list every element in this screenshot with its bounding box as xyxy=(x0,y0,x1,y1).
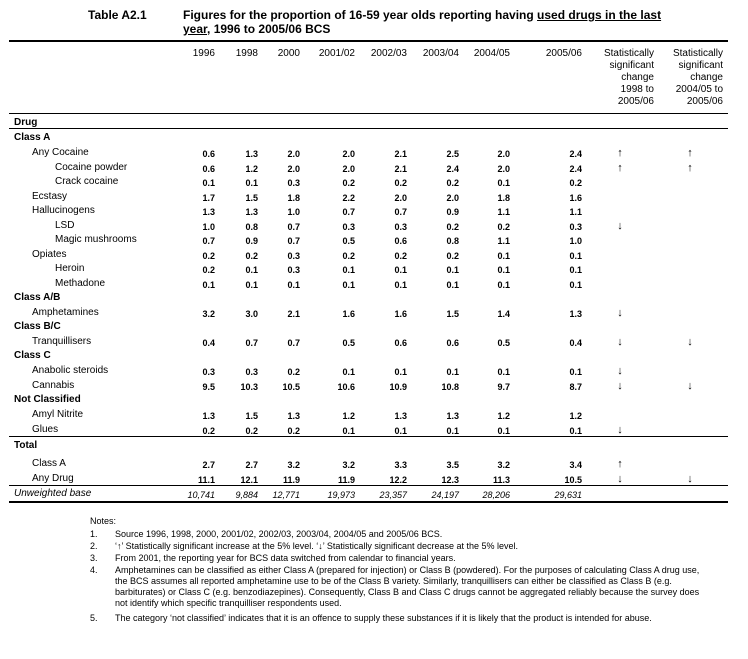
value-cell: 0.1 xyxy=(497,265,510,275)
row-label: Drug xyxy=(14,117,38,128)
value-cell: 0.4 xyxy=(202,338,215,348)
value-cell: 0.3 xyxy=(202,367,215,377)
value-cell: 0.7 xyxy=(287,236,300,246)
value-cell: 9,884 xyxy=(235,490,258,500)
value-cell: 0.1 xyxy=(394,280,407,290)
note-item xyxy=(90,541,710,552)
table-row xyxy=(0,146,748,160)
row-label: Glues xyxy=(32,424,59,435)
row-label: Total xyxy=(14,440,38,451)
value-cell: 1.4 xyxy=(497,309,510,319)
value-cell: 0.1 xyxy=(245,265,258,275)
row-label: Tranquillisers xyxy=(32,336,92,347)
value-cell: 0.2 xyxy=(446,222,459,232)
year-header: 2001/02 xyxy=(318,48,355,59)
value-cell: 0.5 xyxy=(497,338,510,348)
value-cell: 11.9 xyxy=(337,475,355,485)
arrow-down-icon: ↓ xyxy=(687,336,693,348)
value-cell: 9.5 xyxy=(202,382,215,392)
note-item xyxy=(90,529,710,540)
value-cell: 2.0 xyxy=(446,193,459,203)
arrow-down-icon: ↓ xyxy=(617,424,623,436)
value-cell: 0.6 xyxy=(394,338,407,348)
value-cell: 0.3 xyxy=(287,178,300,188)
value-cell: 0.1 xyxy=(394,426,407,436)
value-cell: 19,973 xyxy=(327,490,355,500)
value-cell: 0.1 xyxy=(342,426,355,436)
value-cell: 0.6 xyxy=(202,164,215,174)
note-item xyxy=(90,613,710,624)
value-cell: 1.3 xyxy=(287,411,300,421)
value-cell: 0.1 xyxy=(202,280,215,290)
value-cell: 0.1 xyxy=(446,426,459,436)
table-row xyxy=(0,423,748,437)
value-cell: 0.1 xyxy=(287,280,300,290)
row-label: Amphetamines xyxy=(32,307,99,318)
value-cell: 0.1 xyxy=(569,426,582,436)
value-cell: 0.3 xyxy=(394,222,407,232)
value-cell: 0.7 xyxy=(287,222,300,232)
value-cell: 0.3 xyxy=(245,367,258,377)
table-row xyxy=(0,161,748,175)
row-label: Any Drug xyxy=(32,473,74,484)
year-header: 1998 xyxy=(235,48,258,59)
value-cell: 1.0 xyxy=(569,236,582,246)
note-text: From 2001, the reporting year for BCS data switched from calendar to financial years. xyxy=(115,553,456,563)
arrow-up-icon: ↑ xyxy=(687,162,693,174)
value-cell: 1.3 xyxy=(446,411,459,421)
value-cell: 2.2 xyxy=(342,193,355,203)
value-cell: 0.2 xyxy=(446,178,459,188)
table-rule xyxy=(9,128,728,129)
value-cell: 0.1 xyxy=(342,280,355,290)
group-header-row xyxy=(0,439,748,453)
arrow-down-icon: ↓ xyxy=(617,365,623,377)
title-underlined: used drugs in the last year xyxy=(183,8,662,36)
table-row xyxy=(0,335,748,349)
stat-header-line: 2005/06 xyxy=(686,96,723,107)
value-cell: 2.0 xyxy=(342,164,355,174)
table-row xyxy=(0,262,748,276)
value-cell: 0.7 xyxy=(245,338,258,348)
value-cell: 1.2 xyxy=(497,411,510,421)
stat-header-line: significant xyxy=(678,60,723,71)
group-header-row xyxy=(0,393,748,407)
row-label: Anabolic steroids xyxy=(32,365,109,376)
row-label: LSD xyxy=(55,220,75,231)
value-cell: 12,771 xyxy=(272,490,300,500)
row-label: Crack cocaine xyxy=(55,176,119,187)
top-rule xyxy=(9,40,728,42)
value-cell: 2.1 xyxy=(394,164,407,174)
value-cell: 1.5 xyxy=(245,193,258,203)
value-cell: 1.3 xyxy=(202,207,215,217)
value-cell: 0.1 xyxy=(245,280,258,290)
value-cell: 2.4 xyxy=(569,149,582,159)
value-cell: 0.1 xyxy=(569,251,582,261)
value-cell: 0.1 xyxy=(569,265,582,275)
value-cell: 10.6 xyxy=(337,382,355,392)
value-cell: 0.2 xyxy=(394,178,407,188)
value-cell: 1.1 xyxy=(569,207,582,217)
row-label: Amyl Nitrite xyxy=(32,409,84,420)
stat-header-line: significant xyxy=(609,60,654,71)
value-cell: 10.5 xyxy=(564,475,582,485)
value-cell: 29,631 xyxy=(554,490,582,500)
value-cell: 2.4 xyxy=(569,164,582,174)
row-label: Methadone xyxy=(55,278,106,289)
note-number: 5. xyxy=(90,613,98,623)
value-cell: 23,357 xyxy=(379,490,407,500)
value-cell: 2.5 xyxy=(446,149,459,159)
row-label: Ecstasy xyxy=(32,191,68,202)
row-label: Class A xyxy=(32,458,66,469)
value-cell: 1.0 xyxy=(202,222,215,232)
table-row xyxy=(0,204,748,218)
value-cell: 10.5 xyxy=(282,382,300,392)
table-rule xyxy=(9,485,728,486)
value-cell: 1.7 xyxy=(202,193,215,203)
row-label: Not Classified xyxy=(14,394,81,405)
row-label: Class A xyxy=(14,132,51,143)
value-cell: 1.0 xyxy=(287,207,300,217)
table-label: Table A2.1 xyxy=(88,8,147,22)
stat-change-header xyxy=(653,48,723,108)
row-label: Magic mushrooms xyxy=(55,234,137,245)
year-header: 2005/06 xyxy=(545,48,582,59)
value-cell: 1.3 xyxy=(394,411,407,421)
value-cell: 12.2 xyxy=(389,475,407,485)
value-cell: 0.1 xyxy=(446,280,459,290)
value-cell: 0.1 xyxy=(446,367,459,377)
value-cell: 10,741 xyxy=(187,490,215,500)
value-cell: 0.5 xyxy=(342,236,355,246)
note-number: 3. xyxy=(90,553,98,563)
table-rule xyxy=(9,501,728,503)
value-cell: 3.2 xyxy=(497,460,510,470)
arrow-up-icon: ↑ xyxy=(617,162,623,174)
value-cell: 1.8 xyxy=(497,193,510,203)
value-cell: 28,206 xyxy=(482,490,510,500)
value-cell: 0.1 xyxy=(394,265,407,275)
note-number: 4. xyxy=(90,565,98,575)
value-cell: 10.8 xyxy=(441,382,459,392)
value-cell: 0.1 xyxy=(569,280,582,290)
note-text: Amphetamines can be classified as either Class A (prepared for injection) or Class B (powdered). For the purposes of calculating Class A drug use, the BCS assumes all reported amphetamine use to be of the Class B variety. Similarly, tranquillisers can either be classified as Class B (e.g. barbiturates) or Class C (e.g. benzodiazepines). Consequently, Class B and Class C drugs cannot be aggregated reliably because the survey does not identify which specific tranquilliser respondents used. xyxy=(115,565,700,608)
table-row xyxy=(0,457,748,471)
value-cell: 0.2 xyxy=(342,178,355,188)
value-cell: 1.3 xyxy=(569,309,582,319)
value-cell: 1.3 xyxy=(245,149,258,159)
value-cell: 0.7 xyxy=(287,338,300,348)
value-cell: 10.9 xyxy=(389,382,407,392)
value-cell: 0.1 xyxy=(394,367,407,377)
value-cell: 3.3 xyxy=(394,460,407,470)
table-row xyxy=(0,175,748,189)
value-cell: 0.2 xyxy=(245,426,258,436)
value-cell: 1.8 xyxy=(287,193,300,203)
table-row xyxy=(0,306,748,320)
value-cell: 12.3 xyxy=(441,475,459,485)
arrow-up-icon: ↑ xyxy=(687,147,693,159)
value-cell: 1.5 xyxy=(446,309,459,319)
group-header-row xyxy=(0,320,748,334)
table-row xyxy=(0,379,748,393)
value-cell: 3.2 xyxy=(287,460,300,470)
value-cell: 1.3 xyxy=(202,411,215,421)
value-cell: 3.0 xyxy=(245,309,258,319)
value-cell: 1.2 xyxy=(569,411,582,421)
value-cell: 0.2 xyxy=(202,265,215,275)
note-text: ‘↑’ Statistically significant increase at the 5% level. ‘↓’ Statistically significant decrease at the 5% level. xyxy=(115,541,519,551)
value-cell: 2.1 xyxy=(394,149,407,159)
row-label: Class A/B xyxy=(14,292,61,303)
value-cell: 0.2 xyxy=(287,367,300,377)
value-cell: 3.2 xyxy=(202,309,215,319)
row-label: Class B/C xyxy=(14,321,61,332)
value-cell: 0.2 xyxy=(202,251,215,261)
value-cell: 2.0 xyxy=(394,193,407,203)
value-cell: 0.2 xyxy=(245,251,258,261)
value-cell: 0.1 xyxy=(497,251,510,261)
note-text: Source 1996, 1998, 2000, 2001/02, 2002/03, 2003/04, 2004/05 and 2005/06 BCS. xyxy=(115,529,443,539)
year-header: 1996 xyxy=(192,48,215,59)
value-cell: 24,197 xyxy=(431,490,459,500)
arrow-up-icon: ↑ xyxy=(617,458,623,470)
value-cell: 1.5 xyxy=(245,411,258,421)
value-cell: 3.5 xyxy=(446,460,459,470)
value-cell: 0.2 xyxy=(569,178,582,188)
table-rule xyxy=(9,436,728,437)
value-cell: 0.1 xyxy=(497,367,510,377)
value-cell: 1.3 xyxy=(245,207,258,217)
value-cell: 2.0 xyxy=(497,164,510,174)
value-cell: 2.1 xyxy=(287,309,300,319)
group-header-row xyxy=(0,291,748,305)
arrow-down-icon: ↓ xyxy=(687,473,693,485)
header-rule xyxy=(9,113,728,114)
value-cell: 0.6 xyxy=(394,236,407,246)
value-cell: 0.1 xyxy=(497,426,510,436)
value-cell: 0.2 xyxy=(202,426,215,436)
value-cell: 2.4 xyxy=(446,164,459,174)
value-cell: 0.3 xyxy=(287,265,300,275)
row-label: Any Cocaine xyxy=(32,147,89,158)
stat-header-line: change xyxy=(690,72,723,83)
value-cell: 0.1 xyxy=(342,265,355,275)
arrow-down-icon: ↓ xyxy=(617,336,623,348)
value-cell: 0.1 xyxy=(497,178,510,188)
table-row xyxy=(0,277,748,291)
value-cell: 1.6 xyxy=(569,193,582,203)
value-cell: 2.7 xyxy=(202,460,215,470)
note-item xyxy=(90,553,710,564)
value-cell: 0.1 xyxy=(202,178,215,188)
notes-section xyxy=(90,516,710,624)
notes-title: Notes: xyxy=(90,516,117,526)
stat-header-line: 2004/05 to xyxy=(675,84,723,95)
year-header: 2003/04 xyxy=(422,48,459,59)
row-label: Cocaine powder xyxy=(55,162,128,173)
value-cell: 0.2 xyxy=(446,251,459,261)
year-header: 2004/05 xyxy=(473,48,510,59)
value-cell: 0.7 xyxy=(394,207,407,217)
value-cell: 1.1 xyxy=(497,236,510,246)
value-cell: 0.5 xyxy=(342,338,355,348)
table-title xyxy=(183,8,683,36)
value-cell: 3.2 xyxy=(342,460,355,470)
value-cell: 0.7 xyxy=(342,207,355,217)
row-label: Cannabis xyxy=(32,380,75,391)
value-cell: 0.6 xyxy=(202,149,215,159)
value-cell: 9.7 xyxy=(497,382,510,392)
value-cell: 2.0 xyxy=(287,164,300,174)
value-cell: 0.1 xyxy=(342,367,355,377)
value-cell: 1.1 xyxy=(497,207,510,217)
arrow-down-icon: ↓ xyxy=(617,307,623,319)
arrow-down-icon: ↓ xyxy=(617,473,623,485)
value-cell: 2.7 xyxy=(245,460,258,470)
table-row xyxy=(0,219,748,233)
table-row xyxy=(0,248,748,262)
stat-header-line: Statistically xyxy=(603,48,654,59)
stat-header-line: 1998 to xyxy=(620,84,654,95)
value-cell: 3.4 xyxy=(569,460,582,470)
year-header: 2002/03 xyxy=(370,48,407,59)
value-cell: 0.7 xyxy=(202,236,215,246)
arrow-down-icon: ↓ xyxy=(617,220,623,232)
note-item xyxy=(90,565,710,609)
value-cell: 1.6 xyxy=(342,309,355,319)
value-cell: 0.1 xyxy=(446,265,459,275)
arrow-up-icon: ↑ xyxy=(617,147,623,159)
table-row xyxy=(0,408,748,422)
value-cell: 2.0 xyxy=(287,149,300,159)
value-cell: 11.9 xyxy=(282,475,300,485)
value-cell: 2.0 xyxy=(342,149,355,159)
group-header-row xyxy=(0,131,748,145)
value-cell: 0.2 xyxy=(394,251,407,261)
value-cell: 0.6 xyxy=(446,338,459,348)
value-cell: 0.2 xyxy=(342,251,355,261)
value-cell: 1.2 xyxy=(342,411,355,421)
note-text: The category ‘not classified’ indicates that it is an offence to supply these substances if it is likely that the product is intended for abuse. xyxy=(115,613,652,623)
stat-header-line: 2005/06 xyxy=(617,96,654,107)
stat-header-line: Statistically xyxy=(672,48,723,59)
table-row xyxy=(0,487,748,501)
group-header-row xyxy=(0,349,748,363)
value-cell: 12.1 xyxy=(240,475,258,485)
value-cell: 0.2 xyxy=(497,222,510,232)
value-cell: 0.3 xyxy=(342,222,355,232)
arrow-down-icon: ↓ xyxy=(617,380,623,392)
row-label: Heroin xyxy=(55,263,85,274)
row-label: Class C xyxy=(14,350,51,361)
stat-header-line: change xyxy=(621,72,654,83)
value-cell: 0.9 xyxy=(446,207,459,217)
value-cell: 0.3 xyxy=(569,222,582,232)
value-cell: 2.0 xyxy=(497,149,510,159)
table-row xyxy=(0,233,748,247)
table-row xyxy=(0,472,748,486)
row-label: Opiates xyxy=(32,249,67,260)
value-cell: 0.4 xyxy=(569,338,582,348)
value-cell: 0.2 xyxy=(287,426,300,436)
value-cell: 11.1 xyxy=(197,475,215,485)
table-row xyxy=(0,190,748,204)
value-cell: 1.2 xyxy=(245,164,258,174)
arrow-down-icon: ↓ xyxy=(687,380,693,392)
row-label: Unweighted base xyxy=(14,488,92,499)
stat-change-header xyxy=(584,48,654,108)
value-cell: 0.3 xyxy=(287,251,300,261)
title-part-2: , 1996 to 2005/06 BCS xyxy=(207,22,331,36)
value-cell: 0.1 xyxy=(569,367,582,377)
value-cell: 0.1 xyxy=(497,280,510,290)
value-cell: 0.8 xyxy=(245,222,258,232)
row-label: Hallucinogens xyxy=(32,205,95,216)
value-cell: 10.3 xyxy=(240,382,258,392)
value-cell: 1.6 xyxy=(394,309,407,319)
table-row xyxy=(0,364,748,378)
note-number: 1. xyxy=(90,529,98,539)
value-cell: 0.8 xyxy=(446,236,459,246)
note-number: 2. xyxy=(90,541,98,551)
value-cell: 0.1 xyxy=(245,178,258,188)
value-cell: 0.9 xyxy=(245,236,258,246)
year-header: 2000 xyxy=(277,48,300,59)
title-part-1: Figures for the proportion of 16-59 year olds reporting having xyxy=(183,8,538,22)
value-cell: 8.7 xyxy=(569,382,582,392)
value-cell: 11.3 xyxy=(492,475,510,485)
